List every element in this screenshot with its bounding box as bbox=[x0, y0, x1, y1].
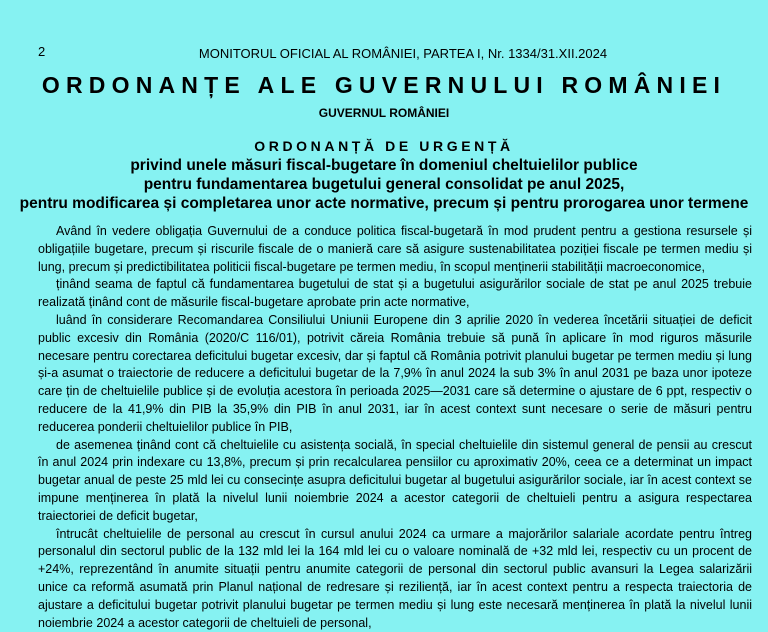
preamble-text bbox=[38, 223, 752, 632]
section-title: ORDONANȚE ALE GUVERNULUI ROMÂNIEI bbox=[41, 72, 727, 98]
paragraph: de asemenea ținând cont că cheltuielile cu asistența socială, în special cheltuielile din sistemul general de pensii au crescut în anul 2024 prin indexare cu 13,8%, precum și prin recalcularea pensiilor cu aproximativ 20%, ceea ce a determinat un impact bugetar anual de peste 25 mld lei cu consecințe asupra deficitului bugetar al bugetului asigurărilor sociale, iar în acest context se impune menținerea în plată la nivelul lunii noiembrie 2024 a acestor categorii de cheltuieli pentru a asigura respectarea traiectoriei de deficit bugetar, bbox=[38, 437, 752, 523]
paragraph: întrucât cheltuielile de personal au crescut în cursul anului 2024 ca urmare a majorărilor salariale acordate pentru întreg personalul din sectorul public de la 132 mld lei la 164 mld lei cu o valoare nominală de +32 mld lei, respectiv cu un procent de +24%, reprezentând în anumite situații pentru anumite categorii de personal din sectorul public avansuri la Legea salarizării unice ca reformă asumată prin Planul național de redresare și reziliență, iar în acest context pentru a respecta traiectoria de ajustare a deficitului bugetar potrivit planului bugetar pe termen mediu și lung este necesară menținerea în plată la nivelul lunii noiembrie 2024 a acestor categorii de cheltuieli de personal, bbox=[38, 526, 752, 630]
document-title bbox=[0, 156, 768, 213]
paragraph: luând în considerare Recomandarea Consiliului Uniunii Europene din 3 aprilie 2020 în vederea încetării situației de deficit public excesiv din România (2020/C 116/01), potrivit căreia România trebuie să pună în aplicare în mod riguros măsurile necesare pentru corectarea deficitului bugetar excesiv, dar și faptul că România potrivit planului bugetar pe termen mediu și lung și-a asumat o traiectorie de reducere a deficitului bugetar de la 7,9% în anul 2024 la sub 3% în anul 2031 pe baza unor ipoteze care țin de cheltuielile publice și de evoluția acestora în perioada 2025—2031 care să determine o ajustare de 6 ppt, respectiv o reducere de la 41,9% din PIB la 35,9% din PIB în anul 2031, iar în acest context sunt necesare o serie de măsuri pentru reducerea ponderii cheltuielilor publice în PIB, bbox=[38, 312, 752, 434]
document-title-line: pentru modificarea și completarea unor acte normative, precum și pentru prorogarea unor termene bbox=[19, 195, 749, 212]
document-type: ORDONANȚĂ DE URGENȚĂ bbox=[254, 138, 514, 154]
document-title-line: pentru fundamentarea bugetului general consolidat pe anul 2025, bbox=[143, 176, 625, 193]
issuer: GUVERNUL ROMÂNIEI bbox=[318, 106, 450, 120]
page-number: 2 bbox=[38, 44, 46, 59]
running-header: MONITORUL OFICIAL AL ROMÂNIEI, PARTEA I, Nr. 1334/31.XII.2024 bbox=[198, 46, 608, 61]
paragraph: Având în vedere obligația Guvernului de a conduce politica fiscal-bugetară în mod prudent pentru a gestiona resursele și obligațiile bugetare, precum și riscurile fiscale de o manieră care să asigure sustenabilitatea poziției fiscale pe termen mediu și lung, precum și predictibilitatea politicii fiscal-bugetare pe termen mediu, în scopul menținerii stabilității macroeconomice, bbox=[38, 224, 752, 274]
paragraph: ținând seama de faptul că fundamentarea bugetului de stat și a bugetului asigurărilor sociale de stat pe anul 2025 trebuie realizată ținând cont de măsurile fiscal-bugetare aprobate prin acte normative, bbox=[38, 277, 752, 310]
document-title-line: privind unele măsuri fiscal-bugetare în domeniul cheltuielilor publice bbox=[130, 157, 638, 174]
